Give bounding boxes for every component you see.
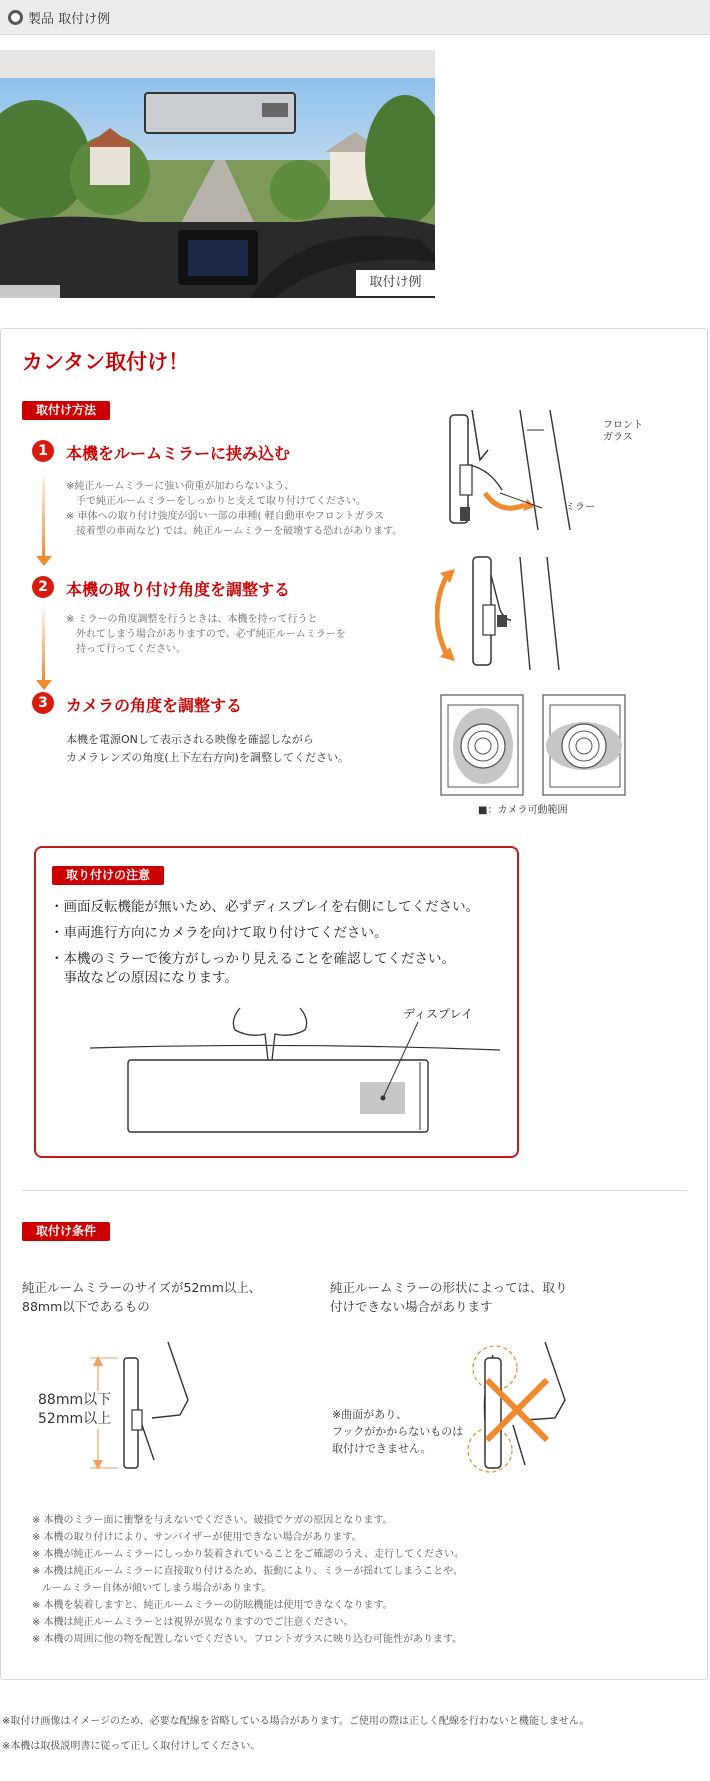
step-1-notes: ※純正ルームミラーに強い荷重が加わらないよう、 手で純正ルームミラーをしっかりと支えて取り付けてください。 ※ 車体への取り付け強度が弱い一部の車種( 軽自動車やフロントガラス 接着型の車両など) では、純正ルームミラーを破壊する恐れがあります。 <box>66 481 403 537</box>
method-tag: 取付け方法 <box>22 401 110 420</box>
note-item: ※ 本機が純正ルームミラーにしっかり装着されていることをご確認のうえ、走行してください。 <box>32 1549 465 1560</box>
section-title: 製品 取付け例 <box>28 12 111 27</box>
step-2-number: 2 <box>32 576 54 598</box>
caution-tag: 取り付けの注意 <box>52 866 164 885</box>
step-3-diagram <box>440 690 630 800</box>
curve-note: ※曲面があり、 フックがかからないものは 取付けできません。 <box>332 1408 464 1455</box>
caution-bullet: ・画面反転機能が無いため、必ずディスプレイを右側にしてください。 <box>50 899 480 915</box>
step-1-number: 1 <box>32 440 54 462</box>
down-arrow-icon <box>36 680 52 690</box>
footer-note-2: ※本機は取扱説明書に従って正しく取付けしてください。 <box>2 1741 261 1752</box>
section-divider <box>22 1190 687 1191</box>
caution-bullet: ・本機のミラーで後方がしっかり見えることを確認してください。 事故などの原因になります。 <box>50 951 455 986</box>
step-1-diagram <box>430 405 630 540</box>
note-item: ※ 本機の周囲に他の物を配置しないでください。フロントガラスに映り込む可能性があります。 <box>32 1634 463 1645</box>
condition-size-text: 純正ルームミラーのサイズが52mm以上、 88mm以下であるもの <box>22 1280 262 1314</box>
down-arrow-icon <box>36 556 52 566</box>
step-2-notes: ※ ミラーの角度調整を行うときは、本機を持って行うと 外れてしまう場合がありますので、必ず純正ルームミラーを 持って行ってください。 <box>66 614 346 655</box>
size-upper-label: 88mm以下 <box>38 1392 112 1408</box>
conditions-tag: 取付け条件 <box>22 1222 110 1241</box>
curved-mirror-diagram <box>465 1340 585 1480</box>
note-item: ※ 本機は純正ルームミラーに直接取り付けるため、振動により、ミラーが揺れてしまうことや、 <box>32 1566 463 1577</box>
size-lower-label: 52mm以上 <box>38 1411 112 1427</box>
footer-note-1: ※取付け画像はイメージのため、必要な配線を省略している場合があります。ご使用の際は正しく配線を行わないと機能しません。 <box>2 1716 590 1727</box>
step-3-body: 本機を電源ONして表示される映像を確認しながら カメラレンズの角度(上下左右方向)を調整してください。 <box>66 733 349 764</box>
step-1-title: 本機をルームミラーに挟み込む <box>66 444 291 463</box>
circle-bullet-icon <box>8 10 23 25</box>
step-2-arrow-line <box>42 604 45 682</box>
note-item: ※ 本機のミラー面に衝撃を与えないでください。破損でケガの原因となります。 <box>32 1515 393 1526</box>
step-3-title: カメラの角度を調整する <box>66 696 243 715</box>
caution-bullet: ・車両進行方向にカメラを向けて取り付けてください。 <box>50 925 388 941</box>
step-3-number: 3 <box>32 692 54 714</box>
note-item: ※ 本機を装着しますと、純正ルームミラーの防眩機能は使用できなくなります。 <box>32 1600 393 1611</box>
front-glass-label: フロント ガラス <box>603 420 643 443</box>
note-item: ルームミラー自体が傾いてしまう場合があります。 <box>32 1583 272 1594</box>
photo-caption: 取付け例 <box>356 270 435 296</box>
installation-photo <box>0 50 435 298</box>
card-headline: カンタン取付け！ <box>22 350 190 374</box>
note-item: ※ 本機は純正ルームミラーとは視界が異なりますのでご注意ください。 <box>32 1617 354 1628</box>
mirror-label: ミラー <box>565 502 595 513</box>
step-1-arrow-line <box>42 468 45 558</box>
display-label: ディスプレイ <box>403 1007 473 1021</box>
notes-list <box>32 1512 464 1648</box>
camera-range-label: ■：カメラ可動範囲 <box>478 805 568 816</box>
condition-shape-text: 純正ルームミラーの形状によっては、取り 付けできない場合があります <box>330 1280 568 1314</box>
section-header <box>0 0 710 35</box>
note-item: ※ 本機の取り付けにより、サンバイザーが使用できない場合があります。 <box>32 1532 362 1543</box>
step-2-title: 本機の取り付け角度を調整する <box>66 580 291 599</box>
step-2-diagram <box>435 555 625 675</box>
